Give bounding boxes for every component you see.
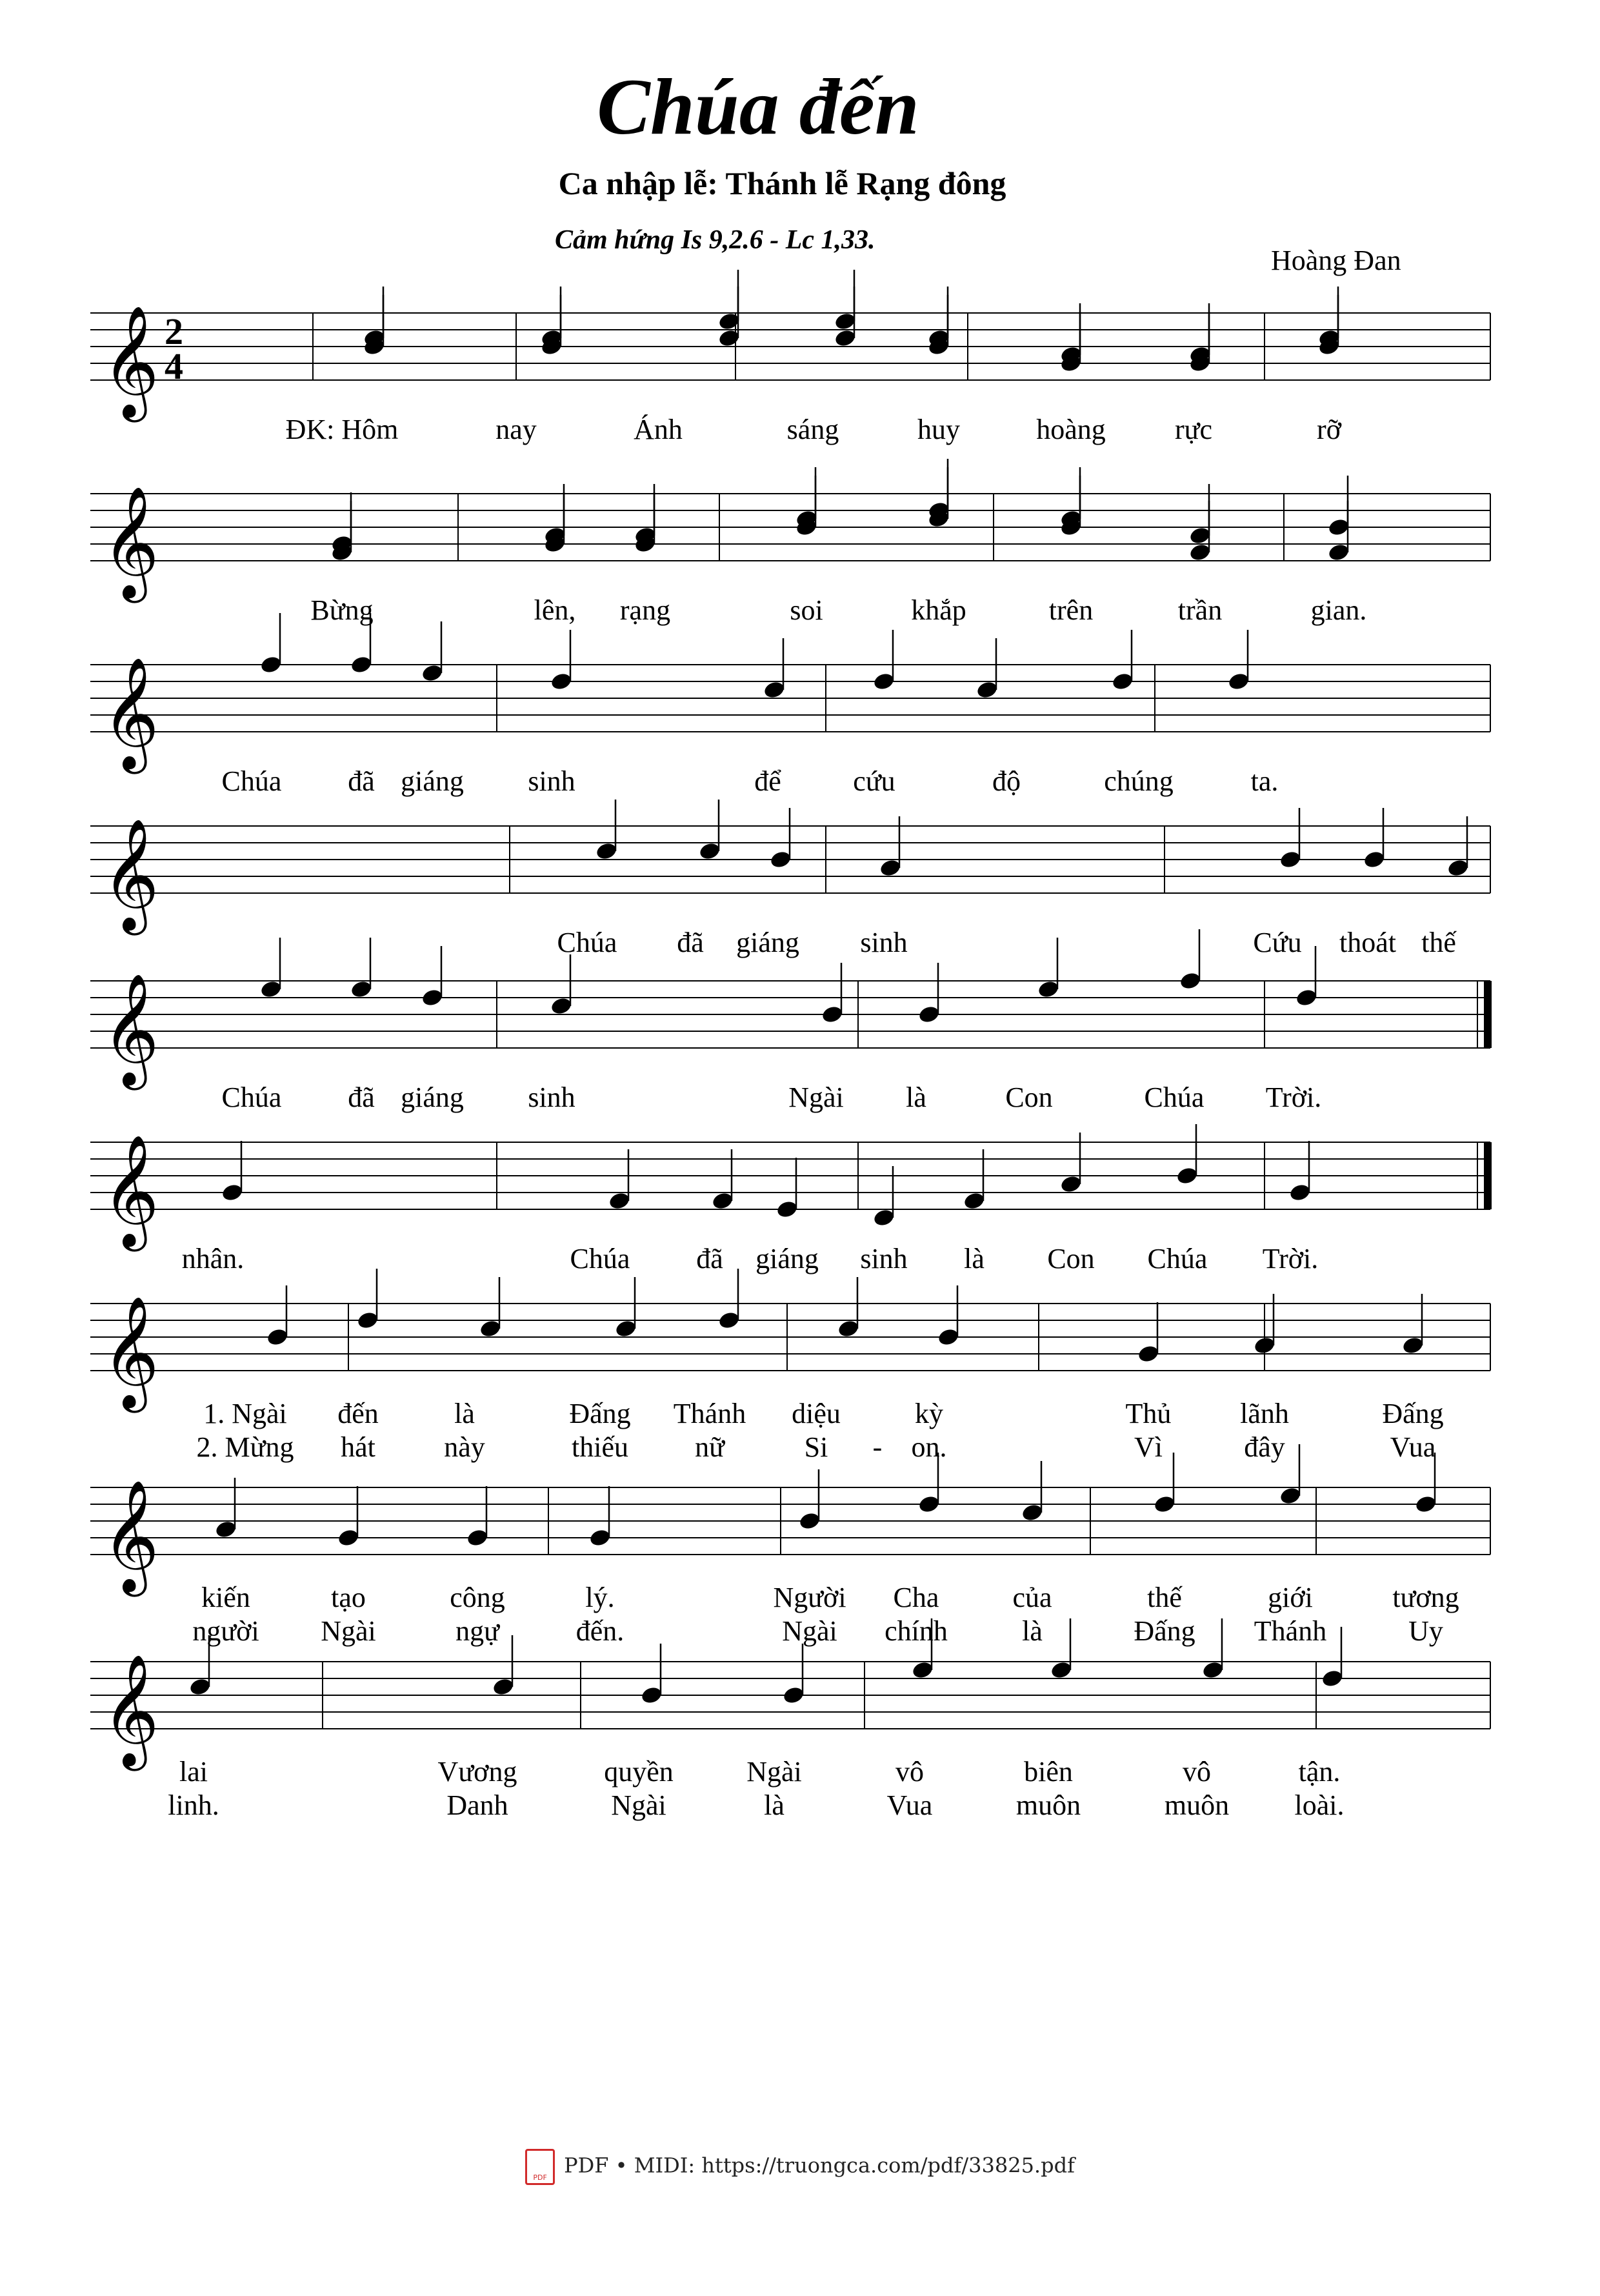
lyric-syllable: để xyxy=(754,765,781,797)
notehead xyxy=(466,1528,489,1548)
lyric-syllable: sinh xyxy=(528,1082,575,1113)
notehead xyxy=(911,1660,934,1680)
treble-clef-icon: 𝄞 xyxy=(102,1480,159,1592)
treble-clef-icon: 𝄞 xyxy=(102,1654,159,1766)
notehead xyxy=(1179,971,1202,991)
lyric-syllable: Si xyxy=(804,1431,828,1463)
notehead xyxy=(1279,1486,1302,1506)
lyric-syllable: Ngài xyxy=(782,1615,837,1647)
notehead xyxy=(266,1327,289,1347)
lyric-syllable: lên, xyxy=(534,594,576,626)
lyric-syllable: soi xyxy=(790,594,823,626)
notehead xyxy=(1050,1660,1073,1680)
lyric-syllable: nữ xyxy=(695,1431,725,1463)
notehead xyxy=(1227,672,1250,692)
lyric-syllable: đã xyxy=(677,927,704,958)
notehead xyxy=(214,1520,237,1540)
lyric-syllable: Ngài xyxy=(321,1615,376,1647)
song-title: Chúa đến xyxy=(597,63,919,151)
notehead xyxy=(717,1311,741,1331)
staff-system xyxy=(90,1649,1490,1842)
staff-system xyxy=(90,1475,1490,1668)
notehead xyxy=(479,1319,502,1339)
notehead xyxy=(550,672,573,692)
time-signature-bottom: 4 xyxy=(165,345,183,387)
lyric-syllable: huy xyxy=(917,414,960,445)
lyric-syllable: Chúa xyxy=(557,927,617,958)
lyric-syllable: kiến xyxy=(201,1582,250,1613)
lyric-syllable: tương xyxy=(1392,1582,1459,1613)
lyric-syllable: Ngài xyxy=(611,1789,666,1821)
notehead xyxy=(834,312,857,332)
notehead xyxy=(1188,543,1212,563)
lyric-syllable: đã xyxy=(348,765,375,797)
notehead xyxy=(259,980,283,1000)
notehead xyxy=(1188,526,1212,546)
lyric-syllable: Danh xyxy=(446,1789,508,1821)
lyric-syllable: lý. xyxy=(585,1582,615,1613)
lyric-syllable: Cha xyxy=(893,1582,939,1613)
lyric-syllable: Chúa xyxy=(1147,1243,1208,1274)
lyric-syllable: rỡ xyxy=(1317,414,1341,445)
notehead xyxy=(337,1528,360,1548)
staff-svg xyxy=(90,968,1503,1085)
notehead xyxy=(221,1183,244,1203)
notehead xyxy=(1279,850,1302,870)
treble-clef-icon: 𝄞 xyxy=(102,486,159,598)
notehead xyxy=(775,1200,799,1220)
notehead xyxy=(698,841,721,861)
lyric-syllable: Vì xyxy=(1134,1431,1163,1463)
staff-svg xyxy=(90,1129,1503,1247)
notehead xyxy=(1327,543,1350,563)
notehead xyxy=(937,1327,960,1347)
lyric-syllable: là xyxy=(906,1082,926,1113)
lyric-syllable: là xyxy=(764,1789,785,1821)
lyric-syllable: lãnh xyxy=(1240,1398,1289,1429)
staff-svg xyxy=(90,813,1503,931)
notehead xyxy=(837,1319,860,1339)
final-barline xyxy=(1484,981,1492,1048)
lyric-syllable: hoàng xyxy=(1036,414,1106,445)
lyric-syllable: Vua xyxy=(1390,1431,1436,1463)
lyric-syllable: người xyxy=(192,1615,259,1647)
notehead xyxy=(1059,1174,1083,1194)
notehead xyxy=(963,1191,986,1211)
notehead xyxy=(1037,980,1060,1000)
notehead xyxy=(872,1208,895,1228)
lyric-syllable: giới xyxy=(1268,1582,1313,1613)
lyric-syllable: Trời. xyxy=(1262,1243,1319,1274)
lyric-syllable: là xyxy=(1022,1615,1043,1647)
notehead xyxy=(1137,1344,1160,1364)
lyric-syllable: ta. xyxy=(1250,765,1279,797)
lyric-syllable: tạo xyxy=(331,1582,366,1613)
lyric-syllable: Con xyxy=(1047,1243,1095,1274)
lyric-syllable: chính xyxy=(885,1615,948,1647)
lyric-syllable: rực xyxy=(1174,414,1213,445)
lyric-syllable: giáng xyxy=(736,927,799,958)
lyric-syllable: diệu xyxy=(792,1398,841,1429)
treble-clef-icon: 𝄞 xyxy=(102,818,159,931)
lyric-syllable: Đấng xyxy=(1382,1398,1444,1429)
lyric-syllable: linh. xyxy=(168,1789,219,1821)
notehead xyxy=(1321,1669,1344,1689)
lyric-syllable: nhân. xyxy=(181,1243,245,1274)
notehead xyxy=(1253,1336,1276,1356)
lyric-syllable: giáng xyxy=(401,1082,464,1113)
notehead xyxy=(717,312,741,332)
lyric-syllable: cứu xyxy=(853,765,895,797)
notehead xyxy=(917,1005,941,1025)
notehead xyxy=(350,980,373,1000)
notehead xyxy=(1201,1660,1225,1680)
footer-link[interactable] xyxy=(0,2149,1600,2185)
notehead xyxy=(350,655,373,675)
lyric-syllable: hát xyxy=(341,1431,375,1463)
notehead xyxy=(1327,518,1350,538)
lyric-syllable: của xyxy=(1012,1582,1052,1613)
notehead xyxy=(1175,1166,1199,1186)
notehead xyxy=(1153,1495,1176,1515)
notehead xyxy=(492,1677,515,1697)
notehead xyxy=(608,1191,631,1211)
staff-svg xyxy=(90,300,1503,418)
notehead xyxy=(1021,1503,1044,1523)
lyric-syllable: đã xyxy=(348,1082,375,1113)
lyric-syllable: sáng xyxy=(786,414,839,445)
lyric-syllable: lai xyxy=(179,1756,208,1787)
lyric-syllable: Con xyxy=(1005,1082,1053,1113)
lyric-syllable: đến. xyxy=(575,1615,625,1647)
lyric-syllable: đây xyxy=(1244,1431,1285,1463)
lyric-syllable: sinh xyxy=(528,765,575,797)
lyric-syllable: Uy xyxy=(1408,1615,1443,1647)
lyric-syllable: trên xyxy=(1048,594,1094,626)
staff-system xyxy=(90,1291,1490,1484)
lyric-syllable: Trời. xyxy=(1265,1082,1322,1113)
notehead xyxy=(717,328,741,348)
lyric-syllable: Đấng xyxy=(569,1398,631,1429)
lyric-syllable: Bừng xyxy=(310,594,374,626)
staff-svg xyxy=(90,1475,1503,1592)
lyric-syllable: đã xyxy=(696,1243,723,1274)
notehead xyxy=(1295,988,1318,1008)
lyric-syllable: thế xyxy=(1147,1582,1182,1613)
lyric-syllable: Vương xyxy=(437,1756,517,1787)
notehead xyxy=(588,1528,612,1548)
notehead xyxy=(640,1686,663,1706)
lyric-syllable: Chúa xyxy=(1144,1082,1205,1113)
notehead xyxy=(550,996,573,1016)
notehead xyxy=(421,988,444,1008)
notehead xyxy=(1288,1183,1312,1203)
lyric-syllable: Ngài xyxy=(788,1082,844,1113)
lyric-syllable: chúng xyxy=(1104,765,1174,797)
treble-clef-icon: 𝄞 xyxy=(102,1296,159,1408)
treble-clef-icon: 𝄞 xyxy=(102,973,159,1085)
notehead xyxy=(711,1191,734,1211)
lyric-syllable: trần xyxy=(1177,594,1223,626)
lyric-syllable: thoát xyxy=(1339,927,1396,958)
treble-clef-icon: 𝄞 xyxy=(102,657,159,769)
lyric-syllable: này xyxy=(444,1431,485,1463)
lyric-syllable: Ngài xyxy=(746,1756,802,1787)
lyric-syllable: Chúa xyxy=(221,1082,282,1113)
lyric-syllable: Chúa xyxy=(221,765,282,797)
lyric-syllable: vô xyxy=(895,1756,924,1787)
notehead xyxy=(769,850,792,870)
lyric-syllable: là xyxy=(964,1243,985,1274)
scripture-inspiration: Cảm hứng Is 9,2.6 - Lc 1,33. xyxy=(555,225,875,255)
song-subtitle: Ca nhập lễ: Thánh lễ Rạng đông xyxy=(558,165,1006,201)
lyric-syllable: 1. Ngài xyxy=(203,1398,287,1429)
notehead xyxy=(879,858,902,878)
notehead xyxy=(975,680,999,700)
notehead xyxy=(595,841,618,861)
notehead xyxy=(798,1511,821,1531)
lyric-syllable: Người xyxy=(773,1582,846,1613)
lyric-syllable: quyền xyxy=(604,1756,674,1787)
lyric-syllable: biên xyxy=(1024,1756,1073,1787)
notehead xyxy=(614,1319,637,1339)
lyric-syllable: giáng xyxy=(401,765,464,797)
lyric-syllable: ĐK: Hôm xyxy=(285,414,399,445)
staff-system xyxy=(90,300,1490,494)
lyric-syllable: muôn xyxy=(1015,1789,1081,1821)
lyric-syllable: loài. xyxy=(1294,1789,1345,1821)
lyric-syllable: muôn xyxy=(1164,1789,1230,1821)
lyric-syllable: on. xyxy=(911,1431,947,1463)
footer-text: PDF • MIDI: https://truongca.com/pdf/33825.pdf xyxy=(564,2153,1075,2178)
lyric-syllable: sinh xyxy=(860,927,908,958)
composer-name: Hoàng Đan xyxy=(1271,245,1401,276)
lyric-syllable: khắp xyxy=(911,594,966,626)
lyric-syllable: rạng xyxy=(619,594,671,626)
lyric-syllable: đến xyxy=(337,1398,379,1429)
lyric-syllable: vô xyxy=(1183,1756,1211,1787)
lyric-syllable: Thủ xyxy=(1125,1398,1172,1429)
lyric-syllable: 2. Mừng xyxy=(196,1431,294,1463)
notehead xyxy=(1111,672,1134,692)
lyric-syllable: nay xyxy=(495,414,537,445)
lyric-syllable: Thánh xyxy=(1254,1615,1327,1647)
lyric-syllable: Cứu xyxy=(1253,927,1302,958)
staff-svg xyxy=(90,652,1503,769)
final-barline xyxy=(1484,1142,1492,1209)
lyric-syllable: Chúa xyxy=(570,1243,630,1274)
notehead xyxy=(1363,850,1386,870)
lyric-syllable: kỳ xyxy=(915,1398,943,1429)
lyric-syllable: là xyxy=(454,1398,475,1429)
treble-clef-icon: 𝄞 xyxy=(102,305,159,418)
notehead xyxy=(917,1495,941,1515)
lyric-syllable: giáng xyxy=(755,1243,819,1274)
notehead xyxy=(1401,1336,1425,1356)
notehead xyxy=(782,1686,805,1706)
lyric-syllable: độ xyxy=(992,765,1021,797)
pdf-icon xyxy=(525,2149,555,2185)
treble-clef-icon: 𝄞 xyxy=(102,1134,159,1247)
notehead xyxy=(188,1677,212,1697)
notehead xyxy=(1414,1495,1437,1515)
lyric-syllable: sinh xyxy=(860,1243,908,1274)
lyric-syllable: thiếu xyxy=(572,1431,628,1463)
notehead xyxy=(834,328,857,348)
notehead xyxy=(763,680,786,700)
lyric-syllable: tận. xyxy=(1298,1756,1341,1787)
lyric-syllable: gian. xyxy=(1310,594,1367,626)
staff-svg xyxy=(90,1291,1503,1408)
notehead xyxy=(1446,858,1470,878)
lyric-syllable: - xyxy=(872,1431,883,1463)
lyric-syllable: Ánh xyxy=(634,414,683,445)
notehead xyxy=(259,655,283,675)
notehead xyxy=(356,1311,379,1331)
staff-system xyxy=(90,481,1490,674)
lyric-syllable: Vua xyxy=(886,1789,933,1821)
notehead xyxy=(421,663,444,683)
lyric-syllable: ngự xyxy=(455,1615,499,1647)
lyric-syllable: Thánh xyxy=(673,1398,746,1429)
lyric-syllable: thế xyxy=(1421,927,1456,958)
lyric-syllable: Đấng xyxy=(1134,1615,1195,1647)
staff-svg xyxy=(90,481,1503,598)
notehead xyxy=(872,672,895,692)
time-signature-top: 2 xyxy=(165,310,183,352)
lyric-syllable: công xyxy=(450,1582,505,1613)
staff-svg xyxy=(90,1649,1503,1766)
notehead xyxy=(821,1005,844,1025)
